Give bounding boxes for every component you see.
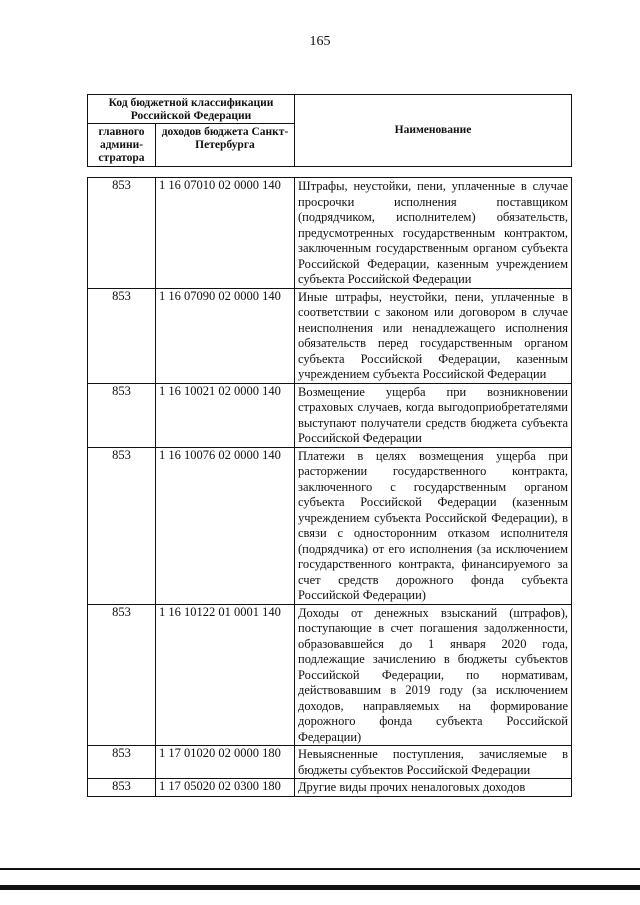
row-code: 1 16 10122 01 0001 140 [156, 604, 295, 746]
table-header [87, 94, 572, 167]
row-admin: 853 [88, 746, 156, 779]
row-code: 1 16 07090 02 0000 140 [156, 288, 295, 383]
table-row [88, 178, 572, 289]
row-name: Доходы от денежных взысканий (штрафов), поступающие в счет погашения задолженности, образовавшейся до 1 января 2020 года, подлежащие зачислению в бюджеты субъектов Российской Федерации, по нормативам, действовавшим в 2019 году (за исключением доходов, направляемых на формирование дорожного фонда субъекта Российской Федерации) [295, 604, 572, 746]
row-admin: 853 [88, 447, 156, 604]
footer-rule-thin [0, 868, 640, 870]
table-row [88, 383, 572, 447]
row-name: Невыясненные поступления, зачисляемые в бюджеты субъектов Российской Федерации [295, 746, 572, 779]
row-code: 1 17 01020 02 0000 180 [156, 746, 295, 779]
table-row [88, 604, 572, 746]
row-name: Иные штрафы, неустойки, пени, уплаченные в соответствии с законом или договором в случае неисполнения или ненадлежащего исполнения обязательств перед государственным органом субъекта Российской Федерации, казенным учреждением субъекта Российской Федерации [295, 288, 572, 383]
row-name: Возмещение ущерба при возникновении страховых случаев, когда выгодоприобретателями выступают получатели средств бюджета субъекта Российской Федерации [295, 383, 572, 447]
table-row [88, 746, 572, 779]
row-code: 1 16 10076 02 0000 140 [156, 447, 295, 604]
header-name: Наименование [295, 95, 572, 167]
header-admin: главного админи-стратора [88, 124, 156, 167]
footer-rule-thick [0, 885, 640, 890]
table-row [88, 447, 572, 604]
row-name: Штрафы, неустойки, пени, уплаченные в случае просрочки исполнения поставщиком (подрядчиком, исполнителем) обязательств, предусмотренных государственным контрактом, заключенным государственным органом субъекта Российской Федерации, казенным учреждением субъекта Российской Федерации [295, 178, 572, 289]
row-admin: 853 [88, 604, 156, 746]
row-name: Другие виды прочих неналоговых доходов [295, 779, 572, 797]
row-code: 1 17 05020 02 0300 180 [156, 779, 295, 797]
header-income: доходов бюджета Санкт-Петербурга [156, 124, 295, 167]
row-admin: 853 [88, 178, 156, 289]
row-name: Платежи в целях возмещения ущерба при расторжении государственного контракта, заключенного с государственным органом субъекта Российской Федерации (казенным учреждением субъекта Российской Федерации), в связи с односторонним отказом исполнителя (подрядчика) от его исполнения (за исключением государственного контракта, финансируемого за счет средств дорожного фонда субъекта Российской Федерации) [295, 447, 572, 604]
header-code-group: Код бюджетной классификации Российской Федерации [88, 95, 295, 124]
row-admin: 853 [88, 288, 156, 383]
row-code: 1 16 10021 02 0000 140 [156, 383, 295, 447]
row-code: 1 16 07010 02 0000 140 [156, 178, 295, 289]
row-admin: 853 [88, 779, 156, 797]
row-admin: 853 [88, 383, 156, 447]
codes-table [87, 177, 572, 797]
table-row [88, 288, 572, 383]
table-row [88, 779, 572, 797]
page-number: 165 [309, 34, 331, 49]
